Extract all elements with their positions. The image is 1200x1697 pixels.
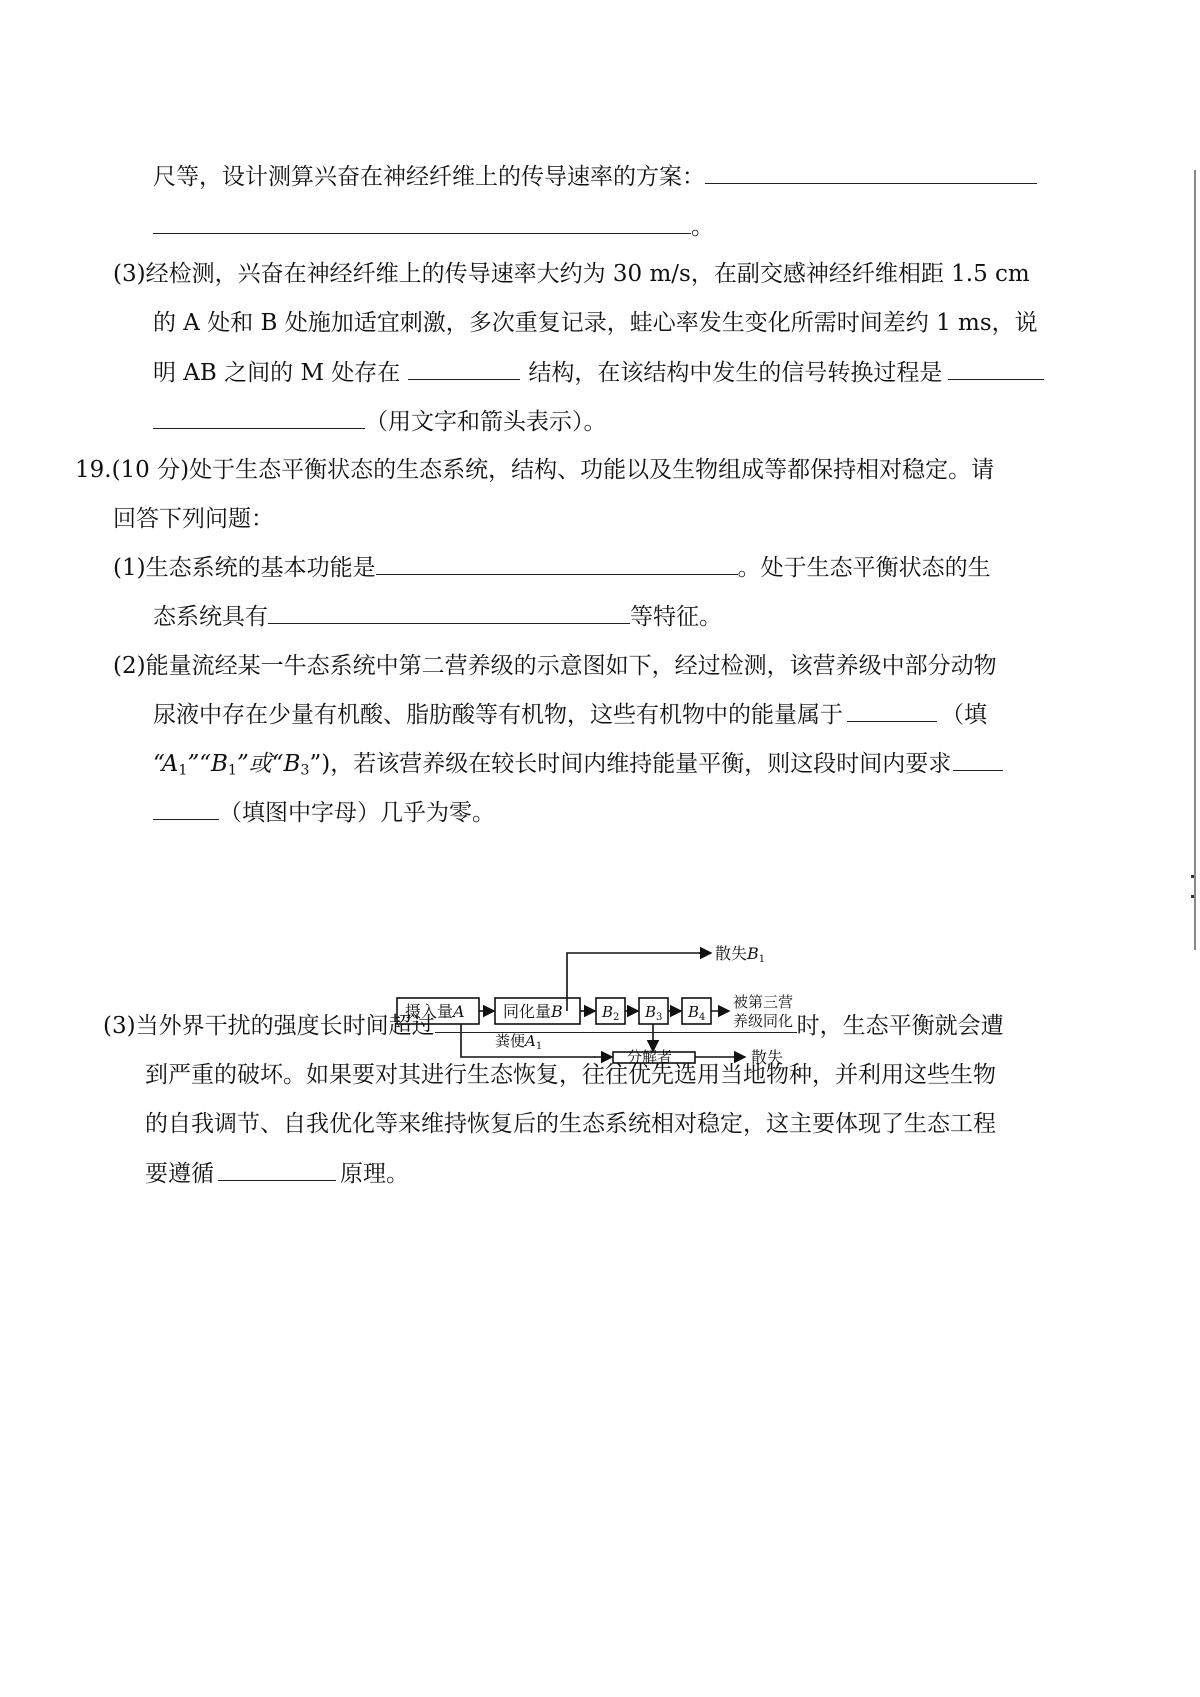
var-label: ”或“B — [236, 751, 301, 777]
answer-blank[interactable] — [847, 720, 937, 722]
q18-text: 。 — [691, 214, 714, 240]
q19-text: （填 — [941, 702, 987, 728]
b3-label: $B_3$ — [645, 1003, 663, 1023]
q19-part2-line-2 — [153, 704, 987, 727]
b4-label: $B_4$ — [688, 1003, 706, 1023]
q19-text: ”)，若该营养级在较长时间内维持能量平衡，则这段时间内要求 — [309, 751, 952, 777]
scan-speck — [1191, 875, 1194, 878]
q18-text: 的 A 处和 B 处施加适宜刺激，多次重复记录，蛙心率发生变化所需时间差约 1 ms，说 — [153, 310, 1038, 336]
q19-text: 尿液中存在少量有机酸、脂肪酸等有机物，这些有机物中的能量属于 — [153, 702, 843, 728]
q19-text: 处于生态平衡状态的生态系统，结构、功能以及生物组成等都保持相对稳定。请 — [189, 457, 995, 483]
decomposer-loss-label: 散失 — [751, 1048, 784, 1065]
q19-text: 到严重的破坏。如果要对其进行生态恢复，往往优先选用当地物种，并利用这些生物 — [145, 1062, 996, 1088]
q18-text: （用文字和箭头表示）。 — [365, 409, 607, 435]
q19-text: 。处于生态平衡状态的生 — [737, 555, 991, 581]
question-score: (10 分) — [111, 457, 190, 483]
q19-text: 要遵循 — [145, 1161, 214, 1187]
q19-text: 原理。 — [340, 1161, 409, 1187]
answer-blank[interactable] — [376, 573, 738, 575]
part-label: (3) — [103, 1013, 136, 1039]
third-level-label-2: 养级同化 — [733, 1012, 794, 1030]
q19-part3-line-1 — [103, 1015, 1004, 1038]
answer-blank[interactable] — [153, 427, 365, 429]
q19-part3-line-2 — [145, 1064, 996, 1087]
feces-label: 粪便$A_1$ — [495, 1032, 543, 1052]
q18-text: 尺等，设计测算兴奋在神经纤维上的传导速率的方案： — [153, 164, 705, 190]
part-label: (2) — [113, 653, 146, 679]
q19-part3-line-3 — [145, 1113, 996, 1136]
intake-label: 摄入量A — [405, 1002, 465, 1021]
decomposer-label: 分解者 — [627, 1048, 673, 1065]
q19-part3-line-4 — [145, 1163, 409, 1186]
answer-blank[interactable] — [268, 622, 630, 624]
q19-part1-line-1 — [113, 557, 991, 580]
scan-speck — [1191, 895, 1194, 898]
q19-text: 生态系统的基本功能是 — [145, 555, 376, 581]
q19-part2-line-1 — [113, 655, 997, 678]
assimilation-label: 同化量B — [503, 1002, 563, 1021]
q18-line-2 — [153, 216, 714, 239]
q19-text: （填图中字母）几乎为零。 — [219, 800, 495, 826]
subscript: 3 — [300, 762, 310, 779]
answer-blank[interactable] — [408, 378, 520, 380]
question-number: 19. — [75, 457, 112, 483]
var-label: ”“B — [187, 751, 228, 777]
subscript: 1 — [178, 762, 188, 779]
answer-blank[interactable] — [435, 1031, 797, 1033]
q18-part3-line-4 — [153, 411, 607, 434]
q19-part2-line-3 — [153, 753, 1003, 778]
answer-blank[interactable] — [153, 818, 219, 820]
arrow-loss-line — [567, 953, 700, 1011]
energy-flow-diagram — [395, 905, 855, 1065]
var-label: “A — [153, 751, 179, 777]
q19-text: 时，生态平衡就会遭 — [796, 1013, 1004, 1039]
q19-text: 当外界干扰的强度长时间超过 — [135, 1013, 435, 1039]
third-level-label-1: 被第三营 — [733, 993, 794, 1011]
page-edge-shadow — [1194, 170, 1196, 950]
answer-blank[interactable] — [153, 232, 691, 234]
q19-text: 能量流经某一牛态系统中第二营养级的示意图如下，经过检测，该营养级中部分动物 — [145, 653, 997, 679]
b2-label: $B_2$ — [602, 1003, 620, 1023]
q18-part3-line-3 — [153, 362, 1044, 385]
q19-text: 的自我调节、自我优化等来维持恢复后的生态系统相对稳定，这主要体现了生态工程 — [145, 1111, 996, 1137]
q18-part3-line-2 — [153, 312, 1038, 335]
part-label: (3) — [113, 261, 146, 287]
q18-line-1 — [153, 166, 1037, 189]
loss-b1-label: 散失B1 — [715, 944, 766, 965]
part-label: (1) — [113, 555, 146, 581]
q18-part3-line-1 — [113, 263, 1030, 286]
answer-blank[interactable] — [953, 769, 1003, 771]
q19-part1-line-2 — [153, 606, 722, 629]
q18-text: 经检测，兴奋在神经纤维上的传导速率大约为 30 m/s，在副交感神经纤维相距 1.5 cm — [145, 261, 1030, 287]
q19-part2-line-4 — [153, 802, 495, 825]
q19-text: 回答下列问题： — [113, 506, 274, 532]
q19-intro-line-2 — [113, 508, 274, 531]
answer-blank[interactable] — [948, 378, 1044, 380]
q19-intro-line-1 — [75, 459, 994, 482]
q19-text: 等特征。 — [630, 604, 722, 630]
q18-text: 明 AB 之间的 M 处存在 — [153, 360, 401, 386]
q19-text: 态系统具有 — [153, 604, 268, 630]
subscript: 1 — [227, 762, 237, 779]
answer-blank[interactable] — [218, 1179, 336, 1181]
q18-text: 结构，在该结构中发生的信号转换过程是 — [528, 360, 943, 386]
answer-blank[interactable] — [705, 182, 1037, 184]
